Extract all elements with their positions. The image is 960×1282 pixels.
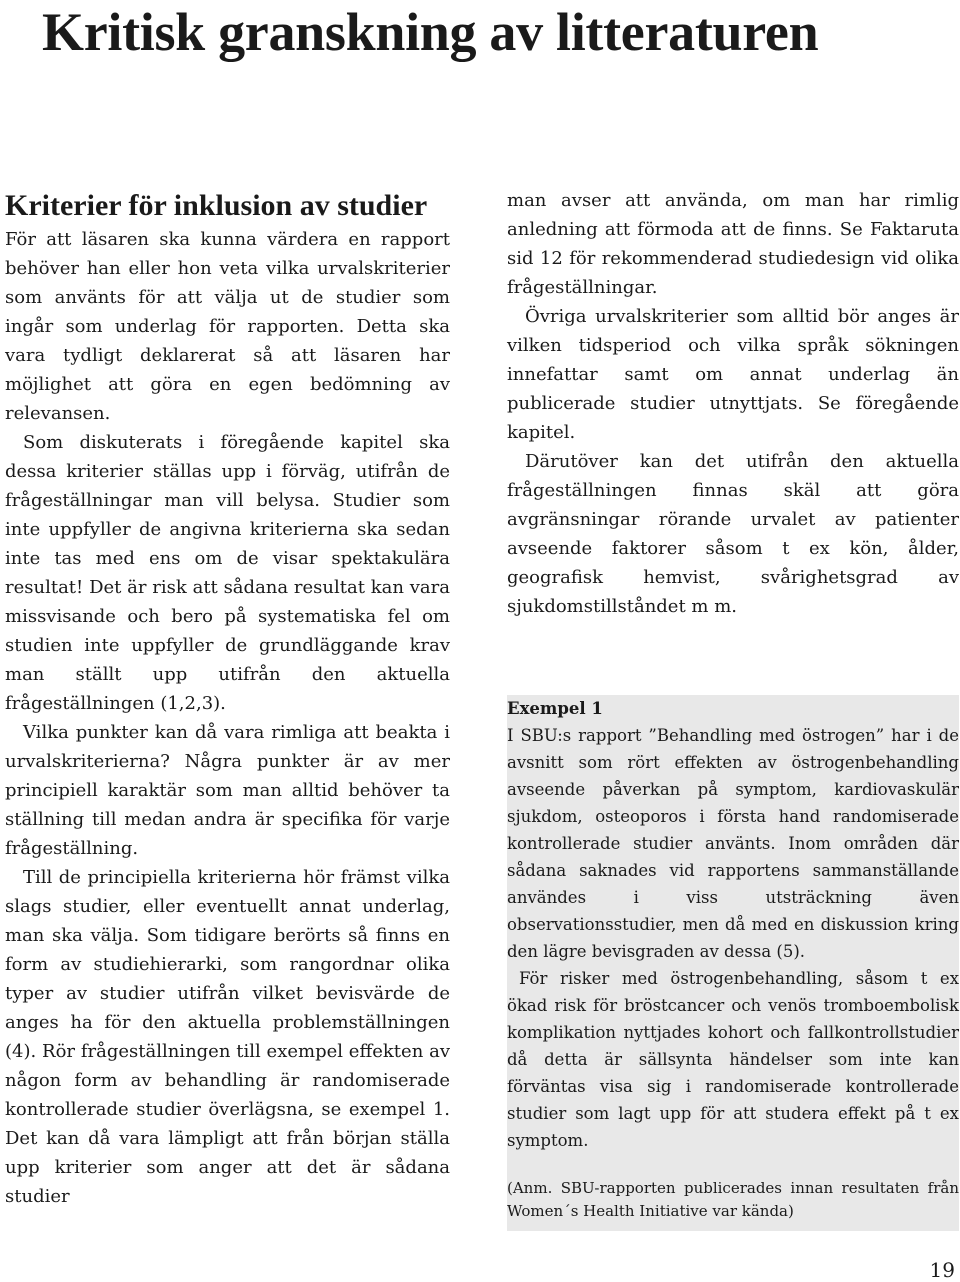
section-heading: Kriterier för inklusion av studier <box>5 189 428 222</box>
left-column <box>5 186 450 1211</box>
body-paragraph-4: Till de principiella kriterierna hör främst vilka slags studier, eller eventuellt annat underlag, man ska välja. Som tidigare berörts så finns en form av studiehierarki, som rangordnar olika typer av studier utifrån vilket bevisvärde de anges ha för den aktuella problemställningen (4). Rör frågeställningen till exempel effekten av någon form av behandling är randomiserade kontrollerade studier överlägsna, se exempel 1. Det kan då vara lämpligt att från början ställa upp kriterier som anger att det är sådana studier <box>5 867 450 1207</box>
body-paragraph-6: Övriga urvalskriterier som alltid bör anges är vilken tidsperiod och vilka språk sökningen innefattar samt om annat underlag än publicerade studier utnyttjats. Se föregående kapitel. <box>507 306 959 443</box>
right-column <box>507 186 959 621</box>
body-paragraph-1: För att läsaren ska kunna värdera en rapport behöver han eller hon veta vilka urvalskriterier som använts för att välja ut de studier som ingår som underlag för rapporten. Detta ska vara tydligt deklarerat så att läsaren har möjlighet att göra en egen bedömning av relevansen. <box>5 229 450 424</box>
body-paragraph-2: Som diskuterats i föregående kapitel ska dessa kriterier ställas upp i förväg, utifrån de frågeställningar man vill belysa. Studier som inte uppfyller de angivna kriterierna ska sedan inte tas med ens om de visar spektakulära resultat! Det är risk att sådana resultat kan vara missvisande och bero på systematiska fel om studien inte uppfyller de grundläggande krav man ställt upp utifrån den aktuella frågeställningen (1,2,3). <box>5 432 450 714</box>
body-paragraph-5: man avser att använda, om man har rimlig anledning att förmoda att de finns. Se Faktaruta sid 12 för rekommenderad studiedesign vid olika frågeställningar. <box>507 190 959 298</box>
example-paragraph-1: I SBU:s rapport ”Behandling med östrogen” har i de avsnitt som rört effekten av östrogenbehandling avseende påverkan på symptom, kardiovaskulär sjukdom, osteoporos i första hand randomiserade kontrollerade studier använts. Inom områden där sådana saknades vid rapportens sammanställande användes i viss utsträckning även observationsstudier, men då med en diskussion kring den lägre bevisgraden av dessa (5). <box>507 726 959 961</box>
example-paragraph-2: För risker med östrogenbehandling, såsom t ex ökad risk för bröstcancer och venös tromboembolisk komplikation nyttjades kohort och fallkontrollstudier då detta är sällsynta händelser som inte kan förväntas visa sig i randomiserade kontrollerade studier som lagt upp för att studera effekt på t ex symptom. <box>507 969 959 1150</box>
example-title: Exempel 1 <box>507 699 603 718</box>
body-paragraph-3: Vilka punkter kan då vara rimliga att beakta i urvalskriterierna? Några punkter är av mer principiell karaktär som man alltid behöver ta ställning till medan andra är specifika för varje frågeställning. <box>5 722 450 859</box>
example-box <box>507 695 959 1231</box>
body-paragraph-7: Därutöver kan det utifrån den aktuella frågeställningen finnas skäl att göra avgränsningar rörande urvalet av patienter avseende faktorer såsom t ex kön, ålder, geografisk hemvist, svårighetsgrad av sjukdomstillståndet m m. <box>507 451 959 617</box>
page-number: 19 <box>929 1258 955 1282</box>
page-title: Kritisk granskning av litteraturen <box>42 2 819 62</box>
example-note: (Anm. SBU-rapporten publicerades innan resultaten från Women´s Health Initiative var kända) <box>507 1179 959 1220</box>
